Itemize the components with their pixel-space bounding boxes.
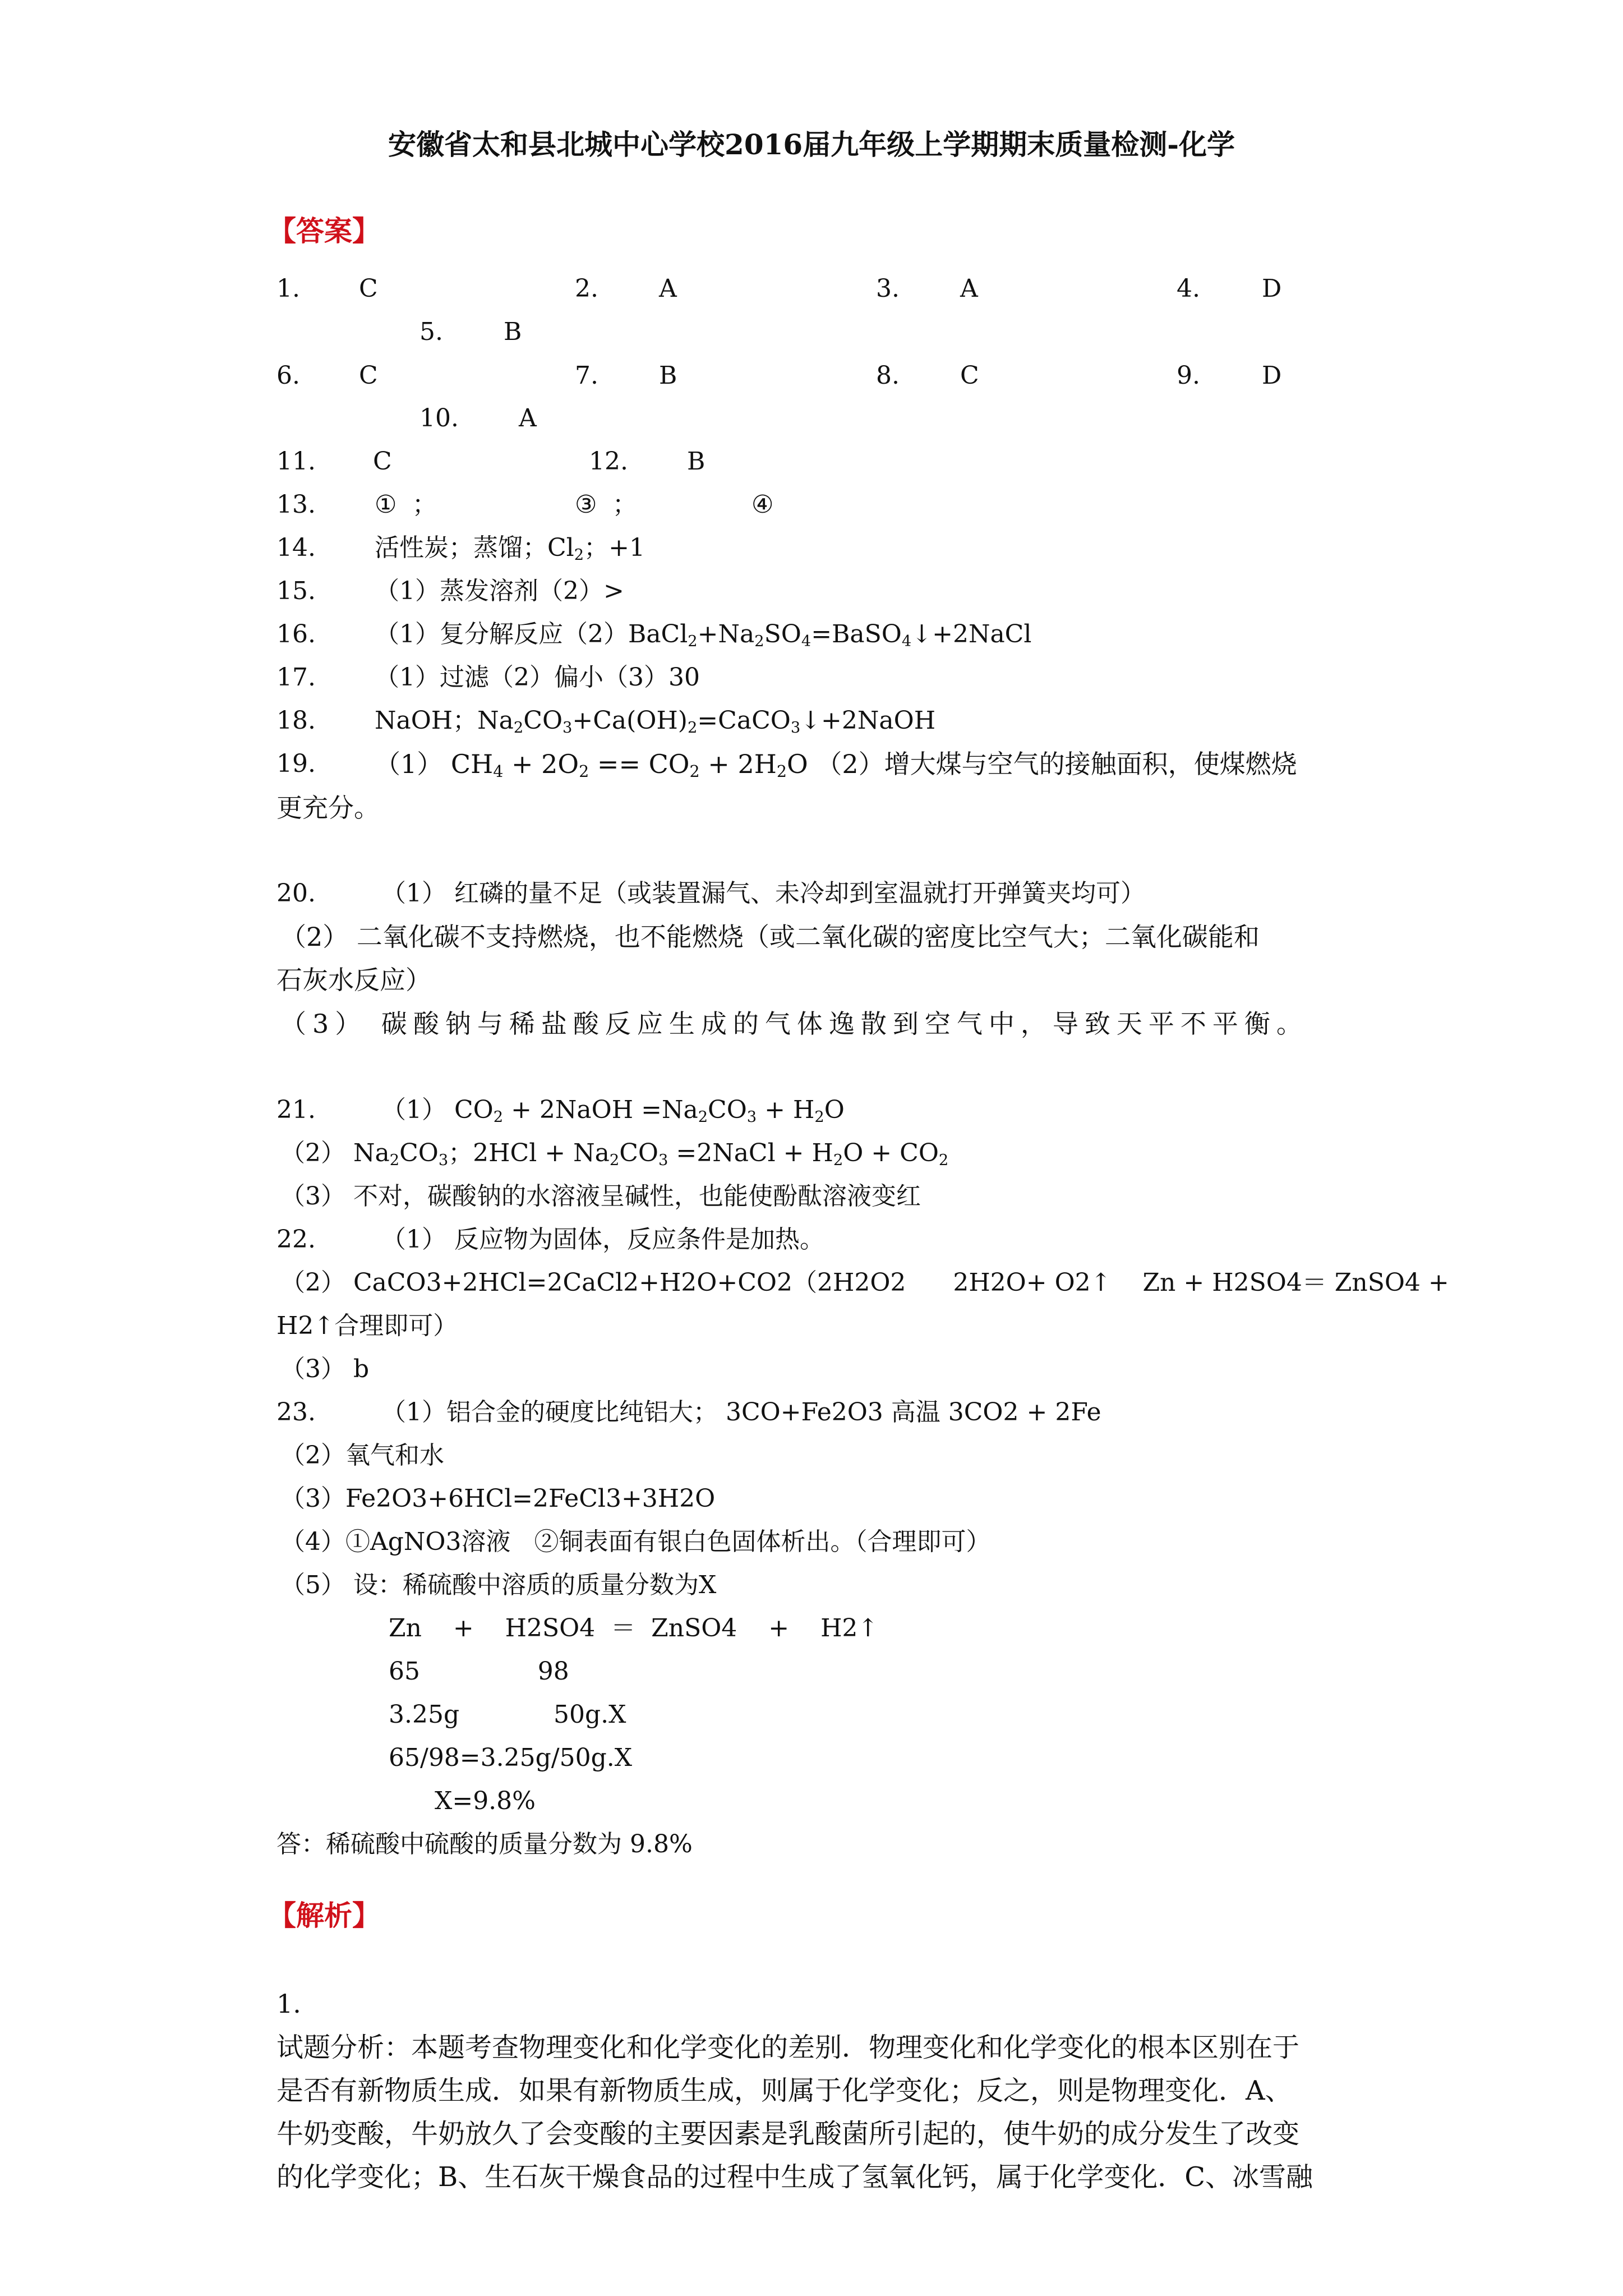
- calculation-line: 65/98=3.25g/50g.X: [389, 1743, 633, 1772]
- analysis-heading: 【解析】: [268, 1899, 380, 1932]
- answer-text: （1） $CO_2$ + 2NaOH $=Na_2CO_3 + H_2O$: [381, 1096, 845, 1126]
- answer-text: NaOH；$Na_2CO_3+Ca(OH)_2=CaCO_3↓+2NaOH$: [375, 706, 936, 737]
- calculation-line: Zn + H2SO4 ＝ ZnSO4 + H2↑: [389, 1614, 879, 1642]
- answer-choice: B: [687, 447, 706, 476]
- question-number: 9.: [1177, 361, 1200, 390]
- question-number: 18.: [276, 706, 316, 735]
- question-number: 22.: [276, 1225, 316, 1254]
- question-number: 1.: [276, 1989, 301, 2019]
- answer-text: 石灰水反应）: [276, 965, 431, 995]
- answer-text: （1）铝合金的硬度比纯铝大； 3CO+Fe2O3 高温 3CO2 + 2Fe: [381, 1398, 1101, 1427]
- answer-text: （3） 碳酸钠与稀盐酸反应生成的气体逸散到空气中，导致天平不平衡。: [280, 1009, 1308, 1039]
- answer-text: （5） 设：稀硫酸中溶质的质量分数为X: [280, 1571, 717, 1599]
- answer-choice: D: [1262, 274, 1282, 303]
- answer-text: （2） $Na_2CO_3$；$2HCl + Na_2CO_3$ =2NaCl + $H_2O + CO_2$: [280, 1139, 949, 1169]
- answer-choice: D: [1262, 361, 1282, 390]
- separator: ；: [612, 490, 637, 519]
- answer-text: （1）蒸发溶剂（2）>: [375, 577, 624, 605]
- question-number: 2.: [575, 274, 598, 303]
- question-number: 5.: [419, 318, 443, 346]
- question-number: 21.: [276, 1096, 316, 1124]
- answer-choice: C: [359, 361, 378, 390]
- answer-choice: B: [504, 318, 522, 346]
- question-number: 1.: [276, 274, 300, 303]
- analysis-text: 试题分析：本题考查物理变化和化学变化的差别．物理变化和化学变化的根本区别在于: [276, 2032, 1300, 2063]
- question-number: 13.: [276, 490, 316, 519]
- final-answer: 答：稀硫酸中硫酸的质量分数为 9.8%: [276, 1830, 693, 1858]
- analysis-text: 的化学变化；B、生石灰干燥食品的过程中生成了氢氧化钙，属于化学变化．C、冰雪融: [276, 2161, 1313, 2193]
- answer-text: （3）Fe2O3+6HCl=2FeCl3+3H2O: [280, 1484, 716, 1513]
- question-number: 16.: [276, 620, 316, 648]
- question-number: 15.: [276, 577, 316, 605]
- answer-text: （1） 反应物为固体，反应条件是加热。: [381, 1225, 824, 1254]
- answer-choice: A: [960, 274, 978, 303]
- answer-text: （1） $CH_4 + 2O_2 == CO_2 + 2H_2O$ （2）增大煤与空气的接触面积，使煤燃烧: [375, 749, 1297, 781]
- question-number: 10.: [419, 404, 459, 432]
- answer-text: （3） b: [280, 1355, 370, 1383]
- answer-choice: ③: [575, 490, 597, 519]
- analysis-text: 牛奶变酸，牛奶放久了会变酸的主要因素是乳酸菌所引起的，使牛奶的成分发生了改变: [276, 2118, 1300, 2150]
- question-number: 12.: [589, 447, 628, 476]
- answer-text: H2↑合理即可）: [276, 1312, 458, 1340]
- answer-choice: C: [373, 447, 392, 476]
- answer-text: （1）过滤（2）偏小（3）30: [375, 663, 700, 692]
- answer-text: （1）复分解反应$(2)BaCl_2+Na_2SO_4=BaSO_4↓+2NaCl$: [375, 620, 1032, 650]
- calculation-line: X=9.8%: [435, 1787, 536, 1815]
- answer-choice: C: [960, 361, 979, 390]
- question-number: 11.: [276, 447, 316, 476]
- answer-text: （2）氧气和水: [280, 1441, 444, 1470]
- question-number: 4.: [1177, 274, 1200, 303]
- question-number: 6.: [276, 361, 300, 390]
- answer-choice: ①: [375, 490, 397, 519]
- question-number: 8.: [876, 361, 900, 390]
- question-number: 19.: [276, 749, 316, 778]
- calculation-line: 65 98: [389, 1657, 569, 1686]
- question-number: 7.: [575, 361, 598, 390]
- question-number: 20.: [276, 879, 316, 908]
- answer-text: 活性炭；蒸馏；$Cl_2$；+1: [375, 533, 645, 564]
- question-number: 17.: [276, 663, 316, 692]
- answer-choice: A: [659, 274, 677, 303]
- answer-choice: C: [359, 274, 378, 303]
- page-title: 安徽省太和县北城中心学校2016届九年级上学期期末质量检测-化学: [388, 128, 1235, 161]
- answer-text: （3） 不对，碳酸钠的水溶液呈碱性，也能使酚酞溶液变红: [280, 1182, 921, 1211]
- answer-text: 更充分。: [276, 793, 380, 823]
- answer-choice: A: [519, 404, 537, 432]
- answer-text: （1） 红磷的量不足（或装置漏气、未冷却到室温就打开弹簧夹均可）: [381, 879, 1145, 908]
- answer-choice: ④: [751, 490, 774, 519]
- answer-text: （2） CaCO3+2HCl=2CaCl2+H2O+CO2（2H2O2 2H2O+ O2↑ Zn + H2SO4＝ ZnSO4 +: [280, 1268, 1449, 1297]
- question-number: 14.: [276, 533, 316, 562]
- answer-text: （2） 二氧化碳不支持燃烧，也不能燃烧（或二氧化碳的密度比空气大；二氧化碳能和: [280, 922, 1260, 952]
- calculation-line: 3.25g 50g.X: [389, 1700, 626, 1729]
- answers-heading: 【答案】: [268, 214, 380, 247]
- question-number: 23.: [276, 1398, 316, 1427]
- separator: ；: [412, 490, 437, 519]
- question-number: 3.: [876, 274, 900, 303]
- answer-text: （4）①AgNO3溶液 ②铜表面有银白色固体析出。（合理即可）: [280, 1527, 991, 1556]
- analysis-text: 是否有新物质生成．如果有新物质生成，则属于化学变化；反之，则是物理变化．A、: [276, 2075, 1292, 2106]
- answer-choice: B: [659, 361, 677, 390]
